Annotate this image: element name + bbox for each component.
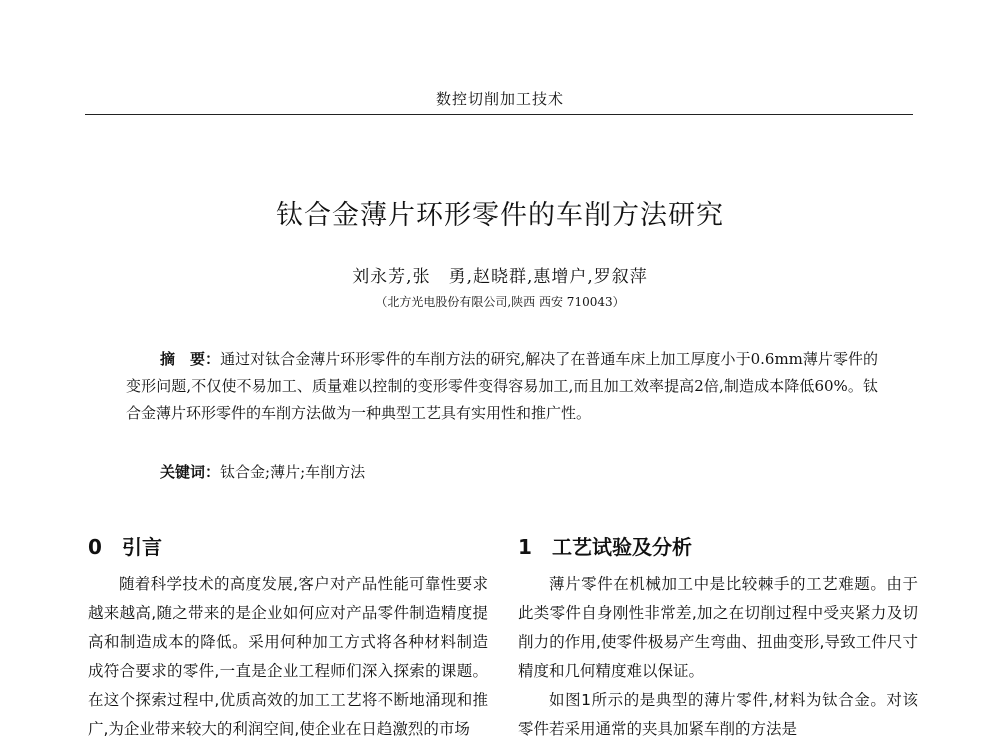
abstract <box>126 346 878 427</box>
author-affiliation: （北方光电股份有限公司,陕西 西安 710043） <box>375 295 625 309</box>
section-number: 0 <box>88 535 102 559</box>
section-heading <box>88 532 488 562</box>
keywords <box>160 461 365 482</box>
section-title: 引言 <box>122 535 162 559</box>
header-rule <box>85 114 913 115</box>
author-list: 刘永芳,张 勇,赵晓群,惠增户,罗叙萍 <box>352 267 648 287</box>
running-header: 数控切削加工技术 <box>435 90 564 108</box>
section-title: 工艺试验及分析 <box>552 535 692 559</box>
paragraph: 薄片零件在机械加工中是比较棘手的工艺难题。由于此类零件自身刚性非常差,加之在切削过程中受夹紧力及切削力的作用,使零件极易产生弯曲、扭曲变形,导致工件尺寸精度和几何精度难以保证。 <box>518 575 918 680</box>
keywords-label: 关键词： <box>160 463 221 481</box>
paragraph: 随着科学技术的高度发展,客户对产品性能可靠性要求越来越高,随之带来的是企业如何应对产品零件制造精度提高和制造成本的降低。采用何种加工方式将各种材料制造成符合要求的零件,一直是企业工程师们深入探索的课题。在这个探索过程中,优质高效的加工工艺将不断地涌现和推广,为企业带来较大的利润空间,使企业在日趋激烈的市场 <box>88 575 488 738</box>
keywords-text: 钛合金;薄片;车削方法 <box>220 463 366 481</box>
abstract-label: 摘 要： <box>160 350 221 368</box>
section-process-analysis <box>518 532 918 744</box>
paragraph: 如图1所示的是典型的薄片零件,材料为钛合金。对该零件若采用通常的夹具加紧车削的方法是 <box>518 691 918 738</box>
section-heading <box>518 532 918 562</box>
abstract-text: 通过对钛合金薄片环形零件的车削方法的研究,解决了在普通车床上加工厚度小于0.6mm薄片零件的变形问题,不仅使不易加工、质量难以控制的变形零件变得容易加工,而且加工效率提高2倍,制造成本降低60%。钛合金薄片环形零件的车削方法做为一种典型工艺具有实用性和推广性。 <box>126 350 878 422</box>
section-number: 1 <box>518 535 532 559</box>
article-title: 钛合金薄片环形零件的车削方法研究 <box>276 200 724 231</box>
section-introduction <box>88 532 488 744</box>
